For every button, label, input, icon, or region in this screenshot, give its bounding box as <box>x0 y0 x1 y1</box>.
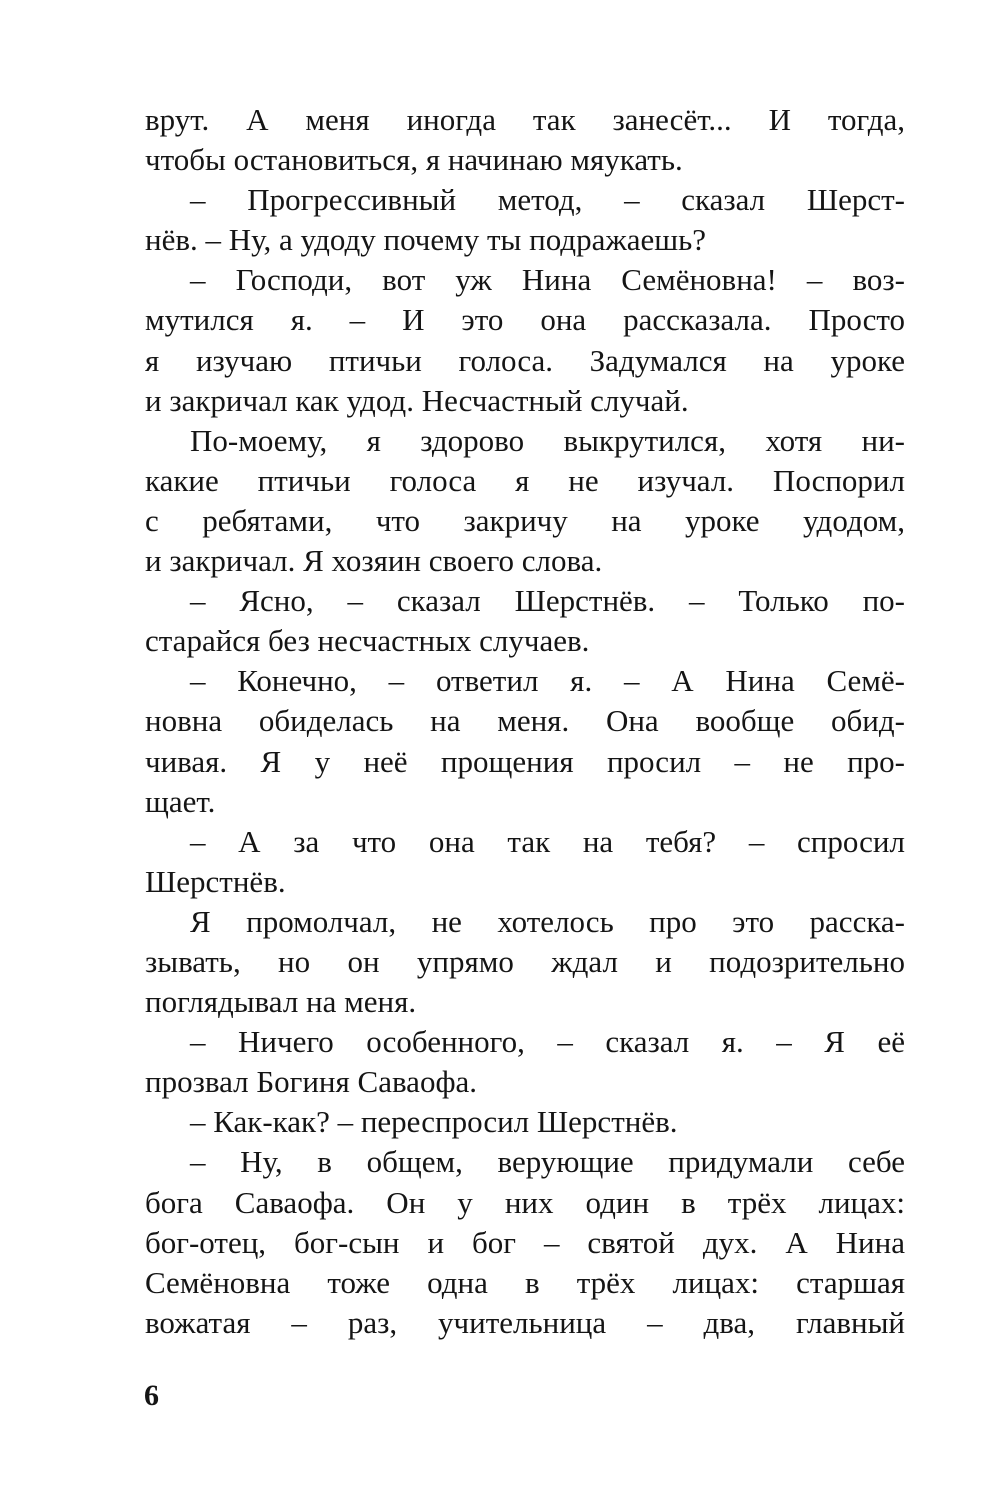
text-line: По-моему, я здорово выкрутился, хотя ни- <box>190 422 905 458</box>
text-line: – А за что она так на тебя? – спросил <box>190 823 905 859</box>
body-text <box>145 100 905 1343</box>
text-line: Шерстнёв. <box>145 863 286 899</box>
text-line: врут. А меня иногда так занесёт... И тогда, <box>145 102 905 137</box>
text-line: вожатая – раз, учительница – два, главный <box>145 1304 905 1340</box>
text-line: – Прогрессивный метод, – сказал Шерст- <box>190 182 905 218</box>
text-line: – Ясно, – сказал Шерстнёв. – Только по- <box>190 583 905 619</box>
text-line: и закричал. Я хозяин своего слова. <box>145 543 603 579</box>
text-line: и закричал как удод. Несчастный случай. <box>145 382 689 418</box>
text-line: с ребятами, что закричу на уроке удодом, <box>145 502 905 538</box>
text-line: Я промолчал, не хотелось про это расска- <box>190 903 905 939</box>
page-number: 6 <box>144 1379 159 1412</box>
text-line: чтобы остановиться, я начинаю мяукать. <box>145 142 683 178</box>
text-line: я изучаю птичьи голоса. Задумался на уроке <box>145 342 905 378</box>
text-line: – Господи, вот уж Нина Семёновна! – воз- <box>190 262 905 298</box>
text-line: зывать, но он упрямо ждал и подозрительно <box>145 943 905 979</box>
text-line: старайся без несчастных случаев. <box>145 623 590 659</box>
text-line: щает. <box>145 783 216 819</box>
text-line: бог-отец, бог-сын и бог – святой дух. А Нина <box>145 1224 905 1260</box>
text-line: нёв. – Ну, а удоду почему ты подражаешь? <box>145 222 707 258</box>
text-line: – Ну, в общем, верующие придумали себе <box>190 1144 905 1180</box>
text-line: чивая. Я у неё прощения просил – не про- <box>145 743 905 779</box>
text-line: новна обиделась на меня. Она вообще обид- <box>145 703 905 739</box>
text-line: какие птичьи голоса я не изучал. Поспорил <box>145 462 905 498</box>
text-line: – Как-как? – переспросил Шерстнёв. <box>190 1104 678 1140</box>
text-line: Семёновна тоже одна в трёх лицах: старшая <box>145 1264 905 1300</box>
text-line: прозвал Богиня Саваофа. <box>145 1064 478 1100</box>
text-line: мутился я. – И это она рассказала. Просто <box>145 302 905 338</box>
text-line: поглядывал на меня. <box>145 984 417 1020</box>
text-line: – Ничего особенного, – сказал я. – Я её <box>190 1024 905 1060</box>
text-line: – Конечно, – ответил я. – А Нина Семё- <box>190 663 905 699</box>
text-line: бога Саваофа. Он у них один в трёх лицах: <box>145 1184 905 1220</box>
